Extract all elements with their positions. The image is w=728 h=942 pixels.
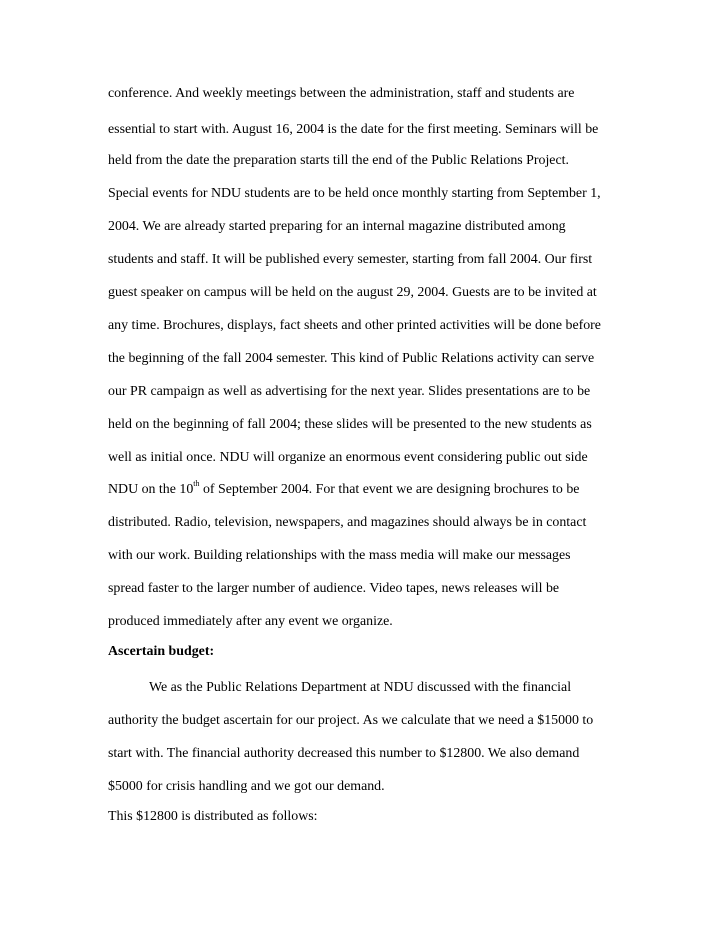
body-text-line: spread faster to the larger number of audience. Video tapes, news releases will be	[108, 581, 560, 596]
body-text-line: distributed. Radio, television, newspapers, and magazines should always be in contact	[108, 515, 587, 530]
body-text-line: This $12800 is distributed as follows:	[108, 809, 318, 824]
ordinal-superscript: th	[193, 479, 200, 489]
body-text-line: the beginning of the fall 2004 semester. This kind of Public Relations activity can serve	[108, 351, 595, 366]
body-text-line: start with. The financial authority decreased this number to $12800. We also demand	[108, 746, 580, 761]
body-text-line: any time. Brochures, displays, fact sheets and other printed activities will be done before	[108, 318, 601, 333]
line-text-before: NDU on the 10	[108, 482, 194, 497]
body-text-line: held on the beginning of fall 2004; these slides will be presented to the new students as	[108, 417, 592, 432]
body-text-line: We as the Public Relations Department at NDU discussed with the financial	[149, 680, 572, 695]
body-text-line: $5000 for crisis handling and we got our demand.	[108, 779, 385, 794]
body-text-line: authority the budget ascertain for our project. As we calculate that we need a $15000 to	[108, 713, 594, 728]
body-text-line: with our work. Building relationships with the mass media will make our messages	[108, 548, 571, 563]
body-text-line: produced immediately after any event we organize.	[108, 614, 393, 629]
body-text-line: our PR campaign as well as advertising for the next year. Slides presentations are to be	[108, 384, 591, 399]
body-text-line: Special events for NDU students are to be held once monthly starting from September 1,	[108, 186, 601, 201]
body-text-line: students and staff. It will be published every semester, starting from fall 2004. Our first	[108, 252, 593, 267]
body-text-line: conference. And weekly meetings between the administration, staff and students are	[108, 86, 575, 101]
section-heading: Ascertain budget:	[108, 644, 215, 659]
body-text-line: guest speaker on campus will be held on the august 29, 2004. Guests are to be invited at	[108, 285, 597, 300]
body-text-line: essential to start with. August 16, 2004 is the date for the first meeting. Seminars will be	[108, 122, 599, 137]
body-text-line: well as initial once. NDU will organize an enormous event considering public out side	[108, 450, 588, 465]
line-text-after: of September 2004. For that event we are designing brochures to be	[199, 482, 580, 497]
body-text-line-superscript	[108, 479, 708, 498]
body-text-line: 2004. We are already started preparing for an internal magazine distributed among	[108, 219, 566, 234]
body-text-line: held from the date the preparation starts till the end of the Public Relations Project.	[108, 153, 569, 168]
